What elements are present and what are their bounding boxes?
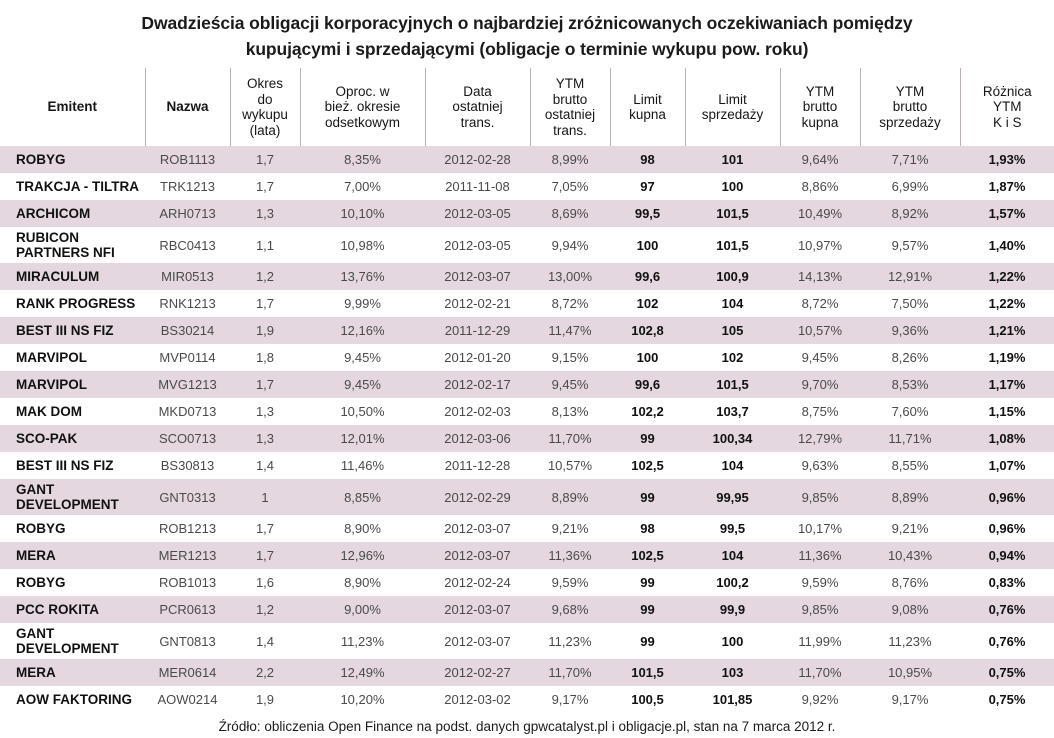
cell-limit-sprzedazy: 102: [685, 344, 780, 371]
cell-nazwa: MIR0513: [145, 263, 230, 290]
cell-okres-do-wykupu: 1,1: [230, 227, 300, 263]
col-header-line: ostatniej: [452, 99, 503, 115]
cell-ytm-brutto-ostatniej-trans: 11,47%: [530, 317, 610, 344]
table-row[interactable]: [0, 398, 1054, 425]
cell-limit-sprzedazy: 101,85: [685, 686, 780, 713]
page-title-line-1: Dwadzieścia obligacji korporacyjnych o najbardziej zróżnicowanych oczekiwaniach pomiędzy: [141, 13, 913, 33]
cell-data-ostatniej-trans: 2012-02-17: [425, 371, 530, 398]
table-row[interactable]: [0, 569, 1054, 596]
table-row[interactable]: [0, 659, 1054, 686]
col-header-line: do: [257, 91, 273, 107]
col-header-nazwa[interactable]: [145, 68, 230, 146]
cell-nazwa: MER1213: [145, 542, 230, 569]
table-row[interactable]: [0, 452, 1054, 479]
cell-nazwa: RBC0413: [145, 227, 230, 263]
cell-nazwa: ARH0713: [145, 200, 230, 227]
cell-limit-kupna: 102,5: [610, 542, 685, 569]
col-header-line: YTM: [805, 83, 835, 99]
table-row[interactable]: [0, 596, 1054, 623]
cell-emitent: ROBYG: [0, 569, 145, 596]
cell-oprocentowanie: 12,01%: [300, 425, 425, 452]
cell-ytm-brutto-sprzedazy: 7,50%: [860, 290, 960, 317]
cell-limit-sprzedazy: 103: [685, 659, 780, 686]
col-header-ytm-brutto-ostatniej-trans[interactable]: [530, 68, 610, 146]
cell-nazwa: ROB1113: [145, 146, 230, 173]
cell-okres-do-wykupu: 1: [230, 479, 300, 515]
cell-okres-do-wykupu: 1,8: [230, 344, 300, 371]
table-row[interactable]: [0, 317, 1054, 344]
table-row[interactable]: [0, 146, 1054, 173]
cell-limit-sprzedazy: 101: [685, 146, 780, 173]
cell-emitent: RUBICON PARTNERS NFI: [0, 227, 145, 263]
cell-roznica-ytm: 1,93%: [960, 146, 1054, 173]
table-row[interactable]: [0, 515, 1054, 542]
cell-limit-kupna: 99,6: [610, 263, 685, 290]
col-header-roznica-ytm[interactable]: [960, 68, 1054, 146]
cell-data-ostatniej-trans: 2012-02-03: [425, 398, 530, 425]
cell-emitent: MERA: [0, 659, 145, 686]
cell-limit-kupna: 99: [610, 569, 685, 596]
cell-ytm-brutto-sprzedazy: 10,43%: [860, 542, 960, 569]
cell-roznica-ytm: 0,76%: [960, 596, 1054, 623]
cell-data-ostatniej-trans: 2012-03-05: [425, 200, 530, 227]
cell-emitent: AOW FAKTORING: [0, 686, 145, 713]
cell-roznica-ytm: 1,15%: [960, 398, 1054, 425]
cell-data-ostatniej-trans: 2012-02-28: [425, 146, 530, 173]
cell-oprocentowanie: 12,49%: [300, 659, 425, 686]
table-row[interactable]: [0, 200, 1054, 227]
cell-ytm-brutto-sprzedazy: 9,36%: [860, 317, 960, 344]
cell-limit-sprzedazy: 100: [685, 173, 780, 200]
cell-oprocentowanie: 10,98%: [300, 227, 425, 263]
col-header-line: Limit: [718, 91, 747, 107]
cell-nazwa: PCR0613: [145, 596, 230, 623]
cell-ytm-brutto-ostatniej-trans: 9,59%: [530, 569, 610, 596]
bonds-table: [0, 68, 1054, 713]
table-row[interactable]: [0, 623, 1054, 659]
cell-ytm-brutto-sprzedazy: 9,21%: [860, 515, 960, 542]
cell-ytm-brutto-ostatniej-trans: 8,99%: [530, 146, 610, 173]
cell-ytm-brutto-ostatniej-trans: 8,89%: [530, 479, 610, 515]
cell-ytm-brutto-ostatniej-trans: 13,00%: [530, 263, 610, 290]
cell-okres-do-wykupu: 1,4: [230, 452, 300, 479]
cell-ytm-brutto-ostatniej-trans: 11,70%: [530, 425, 610, 452]
cell-ytm-brutto-kupna: 10,17%: [780, 515, 860, 542]
cell-ytm-brutto-sprzedazy: 8,55%: [860, 452, 960, 479]
table-row[interactable]: [0, 290, 1054, 317]
cell-oprocentowanie: 10,10%: [300, 200, 425, 227]
cell-limit-sprzedazy: 101,5: [685, 200, 780, 227]
col-header-line: kupna: [801, 114, 839, 130]
cell-ytm-brutto-ostatniej-trans: 9,17%: [530, 686, 610, 713]
cell-ytm-brutto-sprzedazy: 9,17%: [860, 686, 960, 713]
cell-roznica-ytm: 1,22%: [960, 290, 1054, 317]
col-header-line: Oproc. w: [335, 83, 390, 99]
cell-oprocentowanie: 8,35%: [300, 146, 425, 173]
table-row[interactable]: [0, 344, 1054, 371]
table-row[interactable]: [0, 173, 1054, 200]
cell-nazwa: GNT0313: [145, 479, 230, 515]
cell-emitent: SCO-PAK: [0, 425, 145, 452]
cell-emitent: GANT DEVELOPMENT: [0, 623, 145, 659]
table-header-row: [0, 68, 1054, 146]
cell-okres-do-wykupu: 1,2: [230, 263, 300, 290]
cell-oprocentowanie: 12,96%: [300, 542, 425, 569]
cell-ytm-brutto-kupna: 8,72%: [780, 290, 860, 317]
cell-limit-kupna: 97: [610, 173, 685, 200]
cell-ytm-brutto-sprzedazy: 8,76%: [860, 569, 960, 596]
cell-okres-do-wykupu: 1,3: [230, 398, 300, 425]
col-header-line: YTM: [555, 76, 585, 91]
col-header-line: brutto: [892, 99, 928, 115]
cell-emitent: RANK PROGRESS: [0, 290, 145, 317]
cell-okres-do-wykupu: 1,7: [230, 371, 300, 398]
cell-limit-sprzedazy: 100: [685, 623, 780, 659]
cell-data-ostatniej-trans: 2012-03-05: [425, 227, 530, 263]
source-note: Źródło: obliczenia Open Finance na podst. danych gpwcatalyst.pl i obligacje.pl, stan na 7 marca 2012 r.: [0, 713, 1054, 738]
cell-limit-kupna: 100: [610, 227, 685, 263]
cell-nazwa: MER0614: [145, 659, 230, 686]
cell-nazwa: MVG1213: [145, 371, 230, 398]
col-header-line: YTM: [895, 83, 925, 99]
cell-nazwa: GNT0813: [145, 623, 230, 659]
cell-limit-sprzedazy: 104: [685, 452, 780, 479]
cell-ytm-brutto-sprzedazy: 7,60%: [860, 398, 960, 425]
cell-ytm-brutto-ostatniej-trans: 11,36%: [530, 542, 610, 569]
cell-emitent: PCC ROKITA: [0, 596, 145, 623]
cell-limit-sprzedazy: 99,5: [685, 515, 780, 542]
cell-data-ostatniej-trans: 2012-03-07: [425, 542, 530, 569]
cell-limit-kupna: 98: [610, 515, 685, 542]
cell-limit-sprzedazy: 100,9: [685, 263, 780, 290]
cell-ytm-brutto-sprzedazy: 9,08%: [860, 596, 960, 623]
cell-emitent: MIRACULUM: [0, 263, 145, 290]
cell-limit-kupna: 99,6: [610, 371, 685, 398]
cell-emitent: BEST III NS FIZ: [0, 317, 145, 344]
cell-okres-do-wykupu: 1,9: [230, 686, 300, 713]
cell-oprocentowanie: 9,99%: [300, 290, 425, 317]
cell-data-ostatniej-trans: 2012-03-06: [425, 425, 530, 452]
col-header-line: (lata): [249, 122, 281, 138]
cell-ytm-brutto-ostatniej-trans: 9,15%: [530, 344, 610, 371]
col-header-line: brutto: [802, 99, 838, 115]
table-row[interactable]: [0, 227, 1054, 263]
cell-ytm-brutto-kupna: 12,79%: [780, 425, 860, 452]
cell-limit-kupna: 102,5: [610, 452, 685, 479]
cell-ytm-brutto-kupna: 9,85%: [780, 479, 860, 515]
cell-ytm-brutto-sprzedazy: 6,99%: [860, 173, 960, 200]
cell-roznica-ytm: 0,75%: [960, 659, 1054, 686]
cell-nazwa: RNK1213: [145, 290, 230, 317]
cell-ytm-brutto-sprzedazy: 9,57%: [860, 227, 960, 263]
cell-oprocentowanie: 12,16%: [300, 317, 425, 344]
cell-ytm-brutto-kupna: 9,59%: [780, 569, 860, 596]
cell-ytm-brutto-kupna: 11,36%: [780, 542, 860, 569]
table-row[interactable]: [0, 425, 1054, 452]
cell-data-ostatniej-trans: 2012-03-07: [425, 263, 530, 290]
cell-ytm-brutto-kupna: 10,97%: [780, 227, 860, 263]
cell-nazwa: ROB1013: [145, 569, 230, 596]
col-header-line: brutto: [552, 91, 588, 107]
cell-oprocentowanie: 11,46%: [300, 452, 425, 479]
cell-limit-kupna: 98: [610, 146, 685, 173]
col-header-line: kupna: [629, 107, 666, 122]
cell-limit-sprzedazy: 101,5: [685, 227, 780, 263]
cell-limit-kupna: 102,8: [610, 317, 685, 344]
cell-okres-do-wykupu: 1,7: [230, 173, 300, 200]
cell-nazwa: MKD0713: [145, 398, 230, 425]
cell-data-ostatniej-trans: 2012-01-20: [425, 344, 530, 371]
col-header-line: Okres: [246, 76, 283, 91]
cell-emitent: BEST III NS FIZ: [0, 452, 145, 479]
col-header-okres-do-wykupu[interactable]: [230, 68, 300, 146]
cell-ytm-brutto-sprzedazy: 8,89%: [860, 479, 960, 515]
cell-limit-kupna: 102: [610, 290, 685, 317]
cell-okres-do-wykupu: 1,7: [230, 146, 300, 173]
cell-data-ostatniej-trans: 2011-12-29: [425, 317, 530, 344]
cell-roznica-ytm: 0,76%: [960, 623, 1054, 659]
col-header-line: Data: [463, 83, 492, 99]
cell-oprocentowanie: 10,50%: [300, 398, 425, 425]
cell-emitent: MARVIPOL: [0, 344, 145, 371]
col-header-line: Emitent: [47, 99, 97, 115]
cell-ytm-brutto-ostatniej-trans: 9,94%: [530, 227, 610, 263]
cell-ytm-brutto-ostatniej-trans: 8,13%: [530, 398, 610, 425]
cell-nazwa: BS30813: [145, 452, 230, 479]
cell-roznica-ytm: 0,75%: [960, 686, 1054, 713]
cell-ytm-brutto-sprzedazy: 12,91%: [860, 263, 960, 290]
cell-ytm-brutto-kupna: 9,45%: [780, 344, 860, 371]
cell-oprocentowanie: 8,90%: [300, 515, 425, 542]
cell-oprocentowanie: 11,23%: [300, 623, 425, 659]
cell-data-ostatniej-trans: 2012-02-29: [425, 479, 530, 515]
cell-ytm-brutto-sprzedazy: 8,53%: [860, 371, 960, 398]
col-header-ytm-brutto-sprzedazy[interactable]: [860, 68, 960, 146]
cell-roznica-ytm: 1,87%: [960, 173, 1054, 200]
cell-ytm-brutto-kupna: 8,86%: [780, 173, 860, 200]
cell-ytm-brutto-kupna: 11,99%: [780, 623, 860, 659]
cell-data-ostatniej-trans: 2012-03-07: [425, 515, 530, 542]
cell-ytm-brutto-sprzedazy: 11,71%: [860, 425, 960, 452]
cell-oprocentowanie: 8,85%: [300, 479, 425, 515]
cell-ytm-brutto-ostatniej-trans: 11,23%: [530, 623, 610, 659]
col-header-line: YTM: [993, 99, 1022, 115]
col-header-ytm-brutto-kupna[interactable]: [780, 68, 860, 146]
cell-limit-sprzedazy: 104: [685, 542, 780, 569]
table-row[interactable]: [0, 686, 1054, 713]
cell-oprocentowanie: 10,20%: [300, 686, 425, 713]
cell-ytm-brutto-ostatniej-trans: 10,57%: [530, 452, 610, 479]
cell-limit-sprzedazy: 104: [685, 290, 780, 317]
cell-emitent: MERA: [0, 542, 145, 569]
cell-ytm-brutto-ostatniej-trans: 8,72%: [530, 290, 610, 317]
cell-roznica-ytm: 0,96%: [960, 479, 1054, 515]
cell-limit-kupna: 101,5: [610, 659, 685, 686]
cell-ytm-brutto-ostatniej-trans: 9,21%: [530, 515, 610, 542]
cell-ytm-brutto-kupna: 9,85%: [780, 596, 860, 623]
cell-limit-kupna: 99: [610, 596, 685, 623]
cell-ytm-brutto-kupna: 9,63%: [780, 452, 860, 479]
cell-data-ostatniej-trans: 2011-11-08: [425, 173, 530, 200]
cell-data-ostatniej-trans: 2012-02-24: [425, 569, 530, 596]
cell-data-ostatniej-trans: 2011-12-28: [425, 452, 530, 479]
cell-limit-sprzedazy: 101,5: [685, 371, 780, 398]
cell-roznica-ytm: 0,83%: [960, 569, 1054, 596]
cell-emitent: TRAKCJA - TILTRA: [0, 173, 145, 200]
cell-ytm-brutto-kupna: 9,64%: [780, 146, 860, 173]
cell-limit-kupna: 102,2: [610, 398, 685, 425]
cell-emitent: ARCHICOM: [0, 200, 145, 227]
col-header-limit-kupna[interactable]: [610, 68, 685, 146]
cell-nazwa: TRK1213: [145, 173, 230, 200]
cell-nazwa: BS30214: [145, 317, 230, 344]
cell-ytm-brutto-sprzedazy: 7,71%: [860, 146, 960, 173]
col-header-line: ostatniej: [544, 107, 596, 122]
cell-limit-sprzedazy: 99,9: [685, 596, 780, 623]
cell-oprocentowanie: 7,00%: [300, 173, 425, 200]
cell-limit-kupna: 99,5: [610, 200, 685, 227]
cell-data-ostatniej-trans: 2012-02-27: [425, 659, 530, 686]
cell-oprocentowanie: 13,76%: [300, 263, 425, 290]
cell-ytm-brutto-kupna: 14,13%: [780, 263, 860, 290]
cell-okres-do-wykupu: 1,6: [230, 569, 300, 596]
cell-okres-do-wykupu: 1,7: [230, 515, 300, 542]
cell-emitent: ROBYG: [0, 146, 145, 173]
col-header-limit-sprzedazy[interactable]: [685, 68, 780, 146]
col-header-line: sprzedaży: [879, 114, 941, 130]
col-header-line: Różnica: [982, 83, 1032, 99]
cell-oprocentowanie: 9,45%: [300, 371, 425, 398]
col-header-line: Limit: [633, 91, 662, 107]
cell-limit-sprzedazy: 105: [685, 317, 780, 344]
cell-nazwa: SCO0713: [145, 425, 230, 452]
cell-oprocentowanie: 9,45%: [300, 344, 425, 371]
cell-ytm-brutto-ostatniej-trans: 8,69%: [530, 200, 610, 227]
page-title-line-2: kupującymi i sprzedającymi (obligacje o terminie wykupu pow. roku): [245, 39, 809, 59]
cell-roznica-ytm: 1,19%: [960, 344, 1054, 371]
cell-limit-sprzedazy: 103,7: [685, 398, 780, 425]
cell-roznica-ytm: 0,96%: [960, 515, 1054, 542]
col-header-line: sprzedaży: [701, 107, 764, 122]
cell-okres-do-wykupu: 1,9: [230, 317, 300, 344]
cell-nazwa: MVP0114: [145, 344, 230, 371]
cell-ytm-brutto-ostatniej-trans: 7,05%: [530, 173, 610, 200]
cell-limit-kupna: 99: [610, 479, 685, 515]
col-header-line: wykupu: [242, 107, 288, 122]
col-header-line: trans.: [553, 122, 587, 138]
cell-limit-kupna: 100,5: [610, 686, 685, 713]
cell-ytm-brutto-ostatniej-trans: 11,70%: [530, 659, 610, 686]
cell-emitent: GANT DEVELOPMENT: [0, 479, 145, 515]
cell-oprocentowanie: 9,00%: [300, 596, 425, 623]
table-row[interactable]: [0, 263, 1054, 290]
cell-roznica-ytm: 0,94%: [960, 542, 1054, 569]
table-row[interactable]: [0, 371, 1054, 398]
cell-okres-do-wykupu: 1,3: [230, 425, 300, 452]
cell-data-ostatniej-trans: 2012-03-07: [425, 596, 530, 623]
cell-ytm-brutto-kupna: 10,49%: [780, 200, 860, 227]
cell-okres-do-wykupu: 1,4: [230, 623, 300, 659]
cell-limit-kupna: 99: [610, 425, 685, 452]
cell-oprocentowanie: 8,90%: [300, 569, 425, 596]
cell-okres-do-wykupu: 2,2: [230, 659, 300, 686]
col-header-line: odsetkowym: [324, 114, 401, 130]
cell-data-ostatniej-trans: 2012-03-07: [425, 623, 530, 659]
page-title: [0, 0, 1054, 68]
cell-nazwa: AOW0214: [145, 686, 230, 713]
cell-nazwa: ROB1213: [145, 515, 230, 542]
cell-limit-kupna: 100: [610, 344, 685, 371]
cell-ytm-brutto-kupna: 8,75%: [780, 398, 860, 425]
cell-data-ostatniej-trans: 2012-03-02: [425, 686, 530, 713]
table-body: [0, 146, 1054, 713]
col-header-line: trans.: [460, 114, 495, 130]
cell-roznica-ytm: 1,17%: [960, 371, 1054, 398]
cell-emitent: MAK DOM: [0, 398, 145, 425]
cell-limit-sprzedazy: 100,2: [685, 569, 780, 596]
cell-roznica-ytm: 1,57%: [960, 200, 1054, 227]
cell-roznica-ytm: 1,08%: [960, 425, 1054, 452]
cell-limit-kupna: 99: [610, 623, 685, 659]
col-header-emitent[interactable]: [0, 68, 145, 146]
col-header-data-ostatniej-trans[interactable]: [425, 68, 530, 146]
col-header-line: K i S: [992, 114, 1022, 130]
cell-roznica-ytm: 1,22%: [960, 263, 1054, 290]
cell-ytm-brutto-ostatniej-trans: 9,45%: [530, 371, 610, 398]
cell-roznica-ytm: 1,40%: [960, 227, 1054, 263]
cell-emitent: MARVIPOL: [0, 371, 145, 398]
cell-limit-sprzedazy: 100,34: [685, 425, 780, 452]
cell-okres-do-wykupu: 1,7: [230, 542, 300, 569]
col-header-line: bież. okresie: [324, 99, 401, 115]
cell-ytm-brutto-sprzedazy: 11,23%: [860, 623, 960, 659]
cell-ytm-brutto-kupna: 9,92%: [780, 686, 860, 713]
cell-okres-do-wykupu: 1,7: [230, 290, 300, 317]
cell-ytm-brutto-kupna: 11,70%: [780, 659, 860, 686]
cell-okres-do-wykupu: 1,2: [230, 596, 300, 623]
cell-roznica-ytm: 1,21%: [960, 317, 1054, 344]
cell-ytm-brutto-kupna: 9,70%: [780, 371, 860, 398]
cell-data-ostatniej-trans: 2012-02-21: [425, 290, 530, 317]
cell-ytm-brutto-ostatniej-trans: 9,68%: [530, 596, 610, 623]
table-row[interactable]: [0, 479, 1054, 515]
cell-ytm-brutto-sprzedazy: 10,95%: [860, 659, 960, 686]
col-header-line: Nazwa: [166, 99, 209, 115]
cell-emitent: ROBYG: [0, 515, 145, 542]
cell-ytm-brutto-sprzedazy: 8,26%: [860, 344, 960, 371]
table-head: [0, 68, 1054, 146]
cell-roznica-ytm: 1,07%: [960, 452, 1054, 479]
table-row[interactable]: [0, 542, 1054, 569]
cell-ytm-brutto-sprzedazy: 8,92%: [860, 200, 960, 227]
col-header-oprocentowanie[interactable]: [300, 68, 425, 146]
cell-ytm-brutto-kupna: 10,57%: [780, 317, 860, 344]
cell-limit-sprzedazy: 99,95: [685, 479, 780, 515]
cell-okres-do-wykupu: 1,3: [230, 200, 300, 227]
